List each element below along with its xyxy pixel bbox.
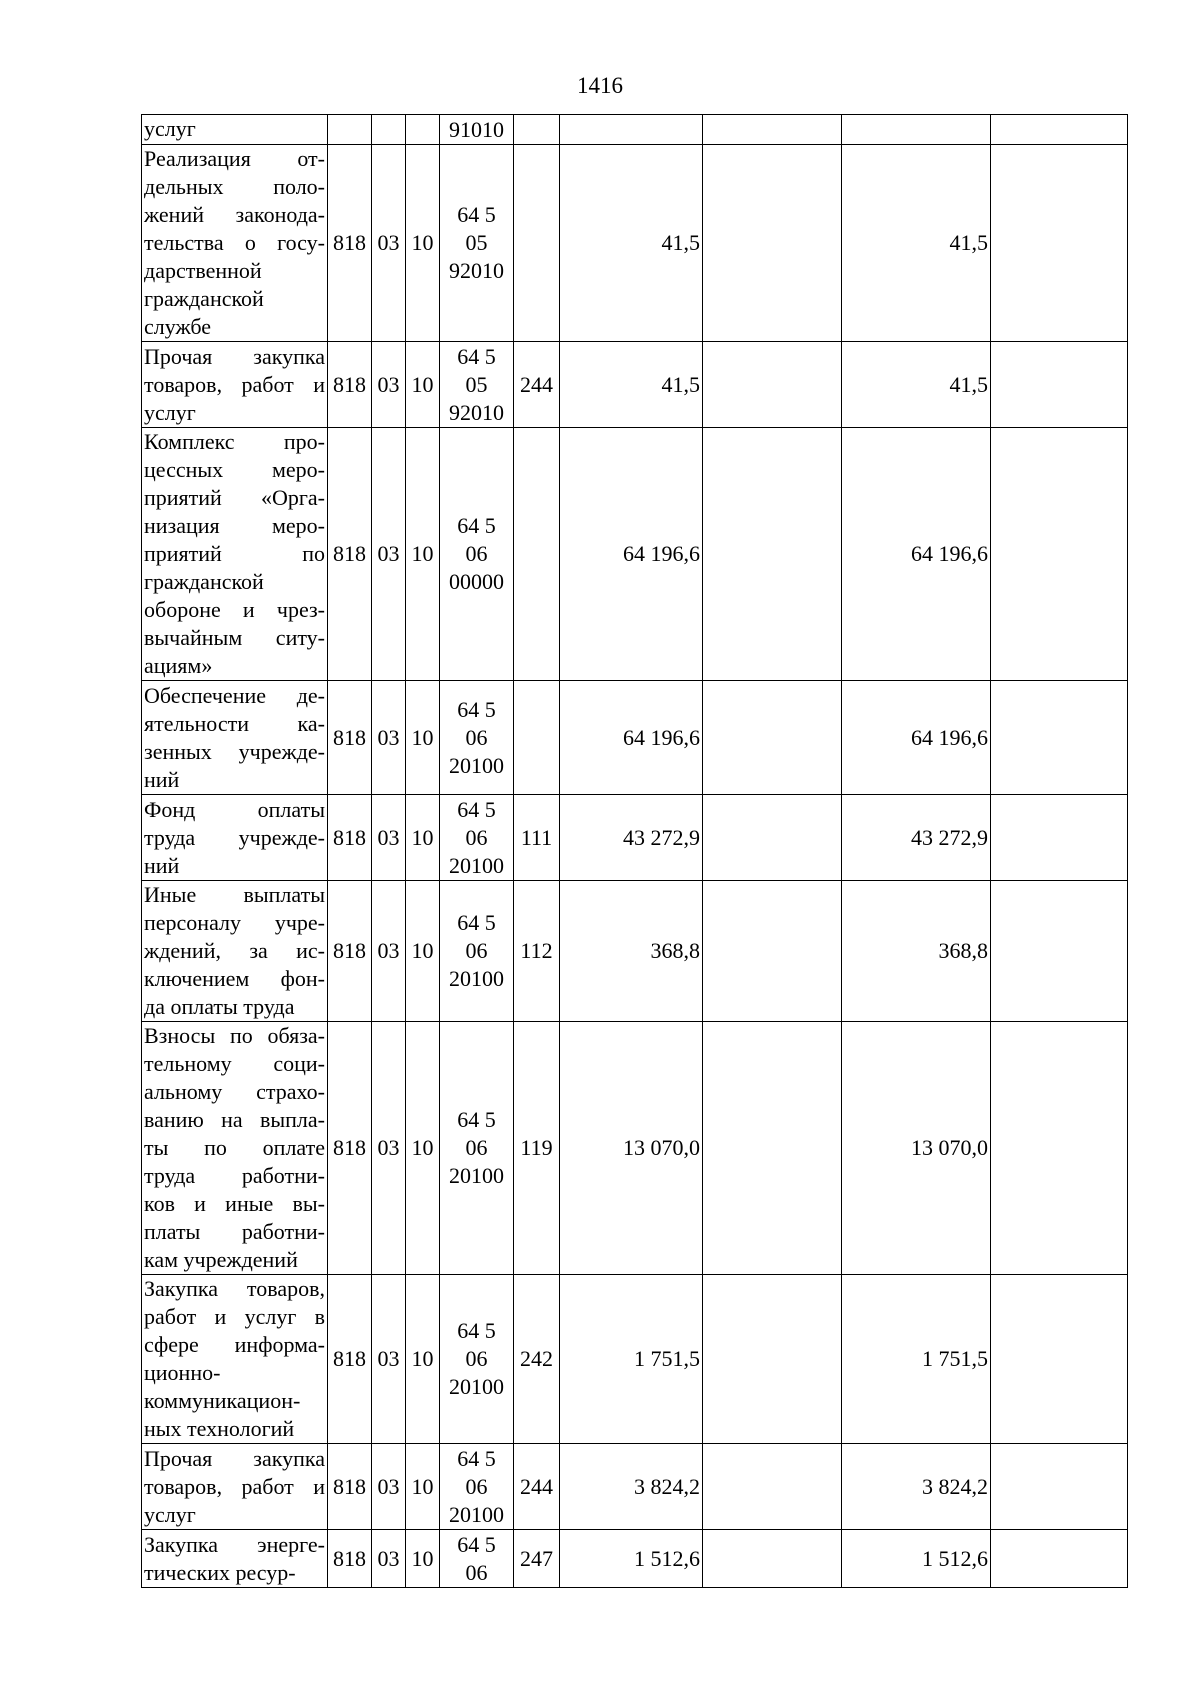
cell-amount-1: 13 070,0 <box>560 1022 703 1275</box>
cell-target-code: 64 5 06 20100 <box>440 1444 514 1530</box>
cell-amount-4 <box>991 145 1128 342</box>
cell-subsection: 10 <box>406 342 440 428</box>
cell-amount-2 <box>703 1022 842 1275</box>
table-row <box>142 1275 1128 1444</box>
cell-amount-2 <box>703 881 842 1022</box>
cell-expense-type: 242 <box>514 1275 560 1444</box>
cell-section: 03 <box>372 795 406 881</box>
cell-admin-code: 818 <box>328 428 372 681</box>
table-row <box>142 1444 1128 1530</box>
cell-amount-4 <box>991 342 1128 428</box>
table-row <box>142 1530 1128 1588</box>
table-row <box>142 795 1128 881</box>
cell-section: 03 <box>372 1275 406 1444</box>
cell-amount-3: 1 751,5 <box>842 1275 991 1444</box>
cell-admin-code <box>328 115 372 145</box>
cell-target-code: 64 5 06 00000 <box>440 428 514 681</box>
cell-amount-3: 64 196,6 <box>842 428 991 681</box>
cell-expense-type: 244 <box>514 1444 560 1530</box>
cell-amount-4 <box>991 795 1128 881</box>
cell-amount-4 <box>991 1022 1128 1275</box>
cell-subsection: 10 <box>406 681 440 795</box>
cell-name: Закупка товаров, работ и услуг в сфере информа- ционно- коммуникацион- ных технологий <box>142 1275 328 1444</box>
cell-section: 03 <box>372 681 406 795</box>
cell-amount-1: 41,5 <box>560 145 703 342</box>
cell-subsection <box>406 115 440 145</box>
cell-subsection: 10 <box>406 795 440 881</box>
cell-target-code: 64 5 05 92010 <box>440 342 514 428</box>
table-row <box>142 145 1128 342</box>
cell-amount-1: 41,5 <box>560 342 703 428</box>
cell-amount-3: 368,8 <box>842 881 991 1022</box>
cell-name: Комплекс про- цессных меро- приятий «Орга- низация меро- приятий по гражданской обороне и чрез- вычайным ситу- ациям» <box>142 428 328 681</box>
table-row <box>142 115 1128 145</box>
cell-expense-type <box>514 145 560 342</box>
cell-amount-3: 64 196,6 <box>842 681 991 795</box>
cell-amount-2 <box>703 795 842 881</box>
table-row <box>142 1022 1128 1275</box>
cell-subsection: 10 <box>406 1530 440 1588</box>
cell-subsection: 10 <box>406 1444 440 1530</box>
cell-amount-3: 41,5 <box>842 145 991 342</box>
cell-amount-2 <box>703 115 842 145</box>
cell-amount-1: 64 196,6 <box>560 681 703 795</box>
cell-name: Закупка энерге- тических ресур- <box>142 1530 328 1588</box>
cell-name: Обеспечение де- ятельности ка- зенных учрежде- ний <box>142 681 328 795</box>
cell-subsection: 10 <box>406 881 440 1022</box>
cell-amount-4 <box>991 428 1128 681</box>
cell-amount-1: 1 512,6 <box>560 1530 703 1588</box>
cell-name: Прочая закупка товаров, работ и услуг <box>142 1444 328 1530</box>
cell-section: 03 <box>372 881 406 1022</box>
cell-subsection: 10 <box>406 1275 440 1444</box>
cell-name: услуг <box>142 115 328 145</box>
cell-amount-4 <box>991 1275 1128 1444</box>
cell-amount-3: 43 272,9 <box>842 795 991 881</box>
cell-expense-type <box>514 428 560 681</box>
cell-expense-type <box>514 115 560 145</box>
cell-admin-code: 818 <box>328 881 372 1022</box>
cell-admin-code: 818 <box>328 681 372 795</box>
cell-target-code: 64 5 06 <box>440 1530 514 1588</box>
cell-amount-1: 3 824,2 <box>560 1444 703 1530</box>
cell-expense-type: 119 <box>514 1022 560 1275</box>
cell-amount-3: 13 070,0 <box>842 1022 991 1275</box>
cell-name: Фонд оплаты труда учрежде- ний <box>142 795 328 881</box>
cell-amount-1: 64 196,6 <box>560 428 703 681</box>
cell-amount-1 <box>560 115 703 145</box>
cell-amount-3: 41,5 <box>842 342 991 428</box>
cell-expense-type: 112 <box>514 881 560 1022</box>
cell-subsection: 10 <box>406 428 440 681</box>
cell-amount-1: 1 751,5 <box>560 1275 703 1444</box>
cell-expense-type: 247 <box>514 1530 560 1588</box>
cell-amount-2 <box>703 145 842 342</box>
cell-amount-3: 1 512,6 <box>842 1530 991 1588</box>
table-row <box>142 681 1128 795</box>
cell-subsection: 10 <box>406 145 440 342</box>
cell-target-code: 64 5 06 20100 <box>440 795 514 881</box>
cell-admin-code: 818 <box>328 1530 372 1588</box>
cell-name: Иные выплаты персоналу учре- ждений, за ис- ключением фон- да оплаты труда <box>142 881 328 1022</box>
cell-target-code: 91010 <box>440 115 514 145</box>
table-row <box>142 881 1128 1022</box>
cell-subsection: 10 <box>406 1022 440 1275</box>
cell-expense-type: 244 <box>514 342 560 428</box>
cell-amount-3 <box>842 115 991 145</box>
cell-section <box>372 115 406 145</box>
cell-section: 03 <box>372 1444 406 1530</box>
cell-amount-4 <box>991 881 1128 1022</box>
cell-admin-code: 818 <box>328 1275 372 1444</box>
cell-section: 03 <box>372 342 406 428</box>
cell-target-code: 64 5 06 20100 <box>440 881 514 1022</box>
cell-admin-code: 818 <box>328 342 372 428</box>
cell-admin-code: 818 <box>328 145 372 342</box>
cell-section: 03 <box>372 1530 406 1588</box>
cell-admin-code: 818 <box>328 1022 372 1275</box>
cell-amount-2 <box>703 1444 842 1530</box>
cell-section: 03 <box>372 428 406 681</box>
cell-amount-1: 43 272,9 <box>560 795 703 881</box>
cell-amount-2 <box>703 428 842 681</box>
cell-amount-3: 3 824,2 <box>842 1444 991 1530</box>
cell-admin-code: 818 <box>328 795 372 881</box>
cell-amount-4 <box>991 681 1128 795</box>
cell-expense-type <box>514 681 560 795</box>
cell-amount-1: 368,8 <box>560 881 703 1022</box>
cell-name: Взносы по обяза- тельному соци- альному страхо- ванию на выпла- ты по оплате труда работни- ков и иные вы- платы работни- кам учреждений <box>142 1022 328 1275</box>
budget-table <box>141 114 1128 1588</box>
cell-section: 03 <box>372 1022 406 1275</box>
cell-amount-4 <box>991 1444 1128 1530</box>
cell-section: 03 <box>372 145 406 342</box>
cell-amount-4 <box>991 115 1128 145</box>
table-row <box>142 428 1128 681</box>
cell-expense-type: 111 <box>514 795 560 881</box>
cell-target-code: 64 5 06 20100 <box>440 681 514 795</box>
page-number: 1416 <box>577 73 623 98</box>
table-body <box>142 115 1128 1588</box>
cell-amount-2 <box>703 342 842 428</box>
cell-target-code: 64 5 06 20100 <box>440 1275 514 1444</box>
cell-admin-code: 818 <box>328 1444 372 1530</box>
cell-amount-4 <box>991 1530 1128 1588</box>
cell-name: Прочая закупка товаров, работ и услуг <box>142 342 328 428</box>
cell-target-code: 64 5 06 20100 <box>440 1022 514 1275</box>
cell-target-code: 64 5 05 92010 <box>440 145 514 342</box>
cell-name: Реализация от- дельных поло- жений законода- тельства о госу- дарственной гражданской службе <box>142 145 328 342</box>
cell-amount-2 <box>703 1275 842 1444</box>
cell-amount-2 <box>703 681 842 795</box>
cell-amount-2 <box>703 1530 842 1588</box>
table-row <box>142 342 1128 428</box>
